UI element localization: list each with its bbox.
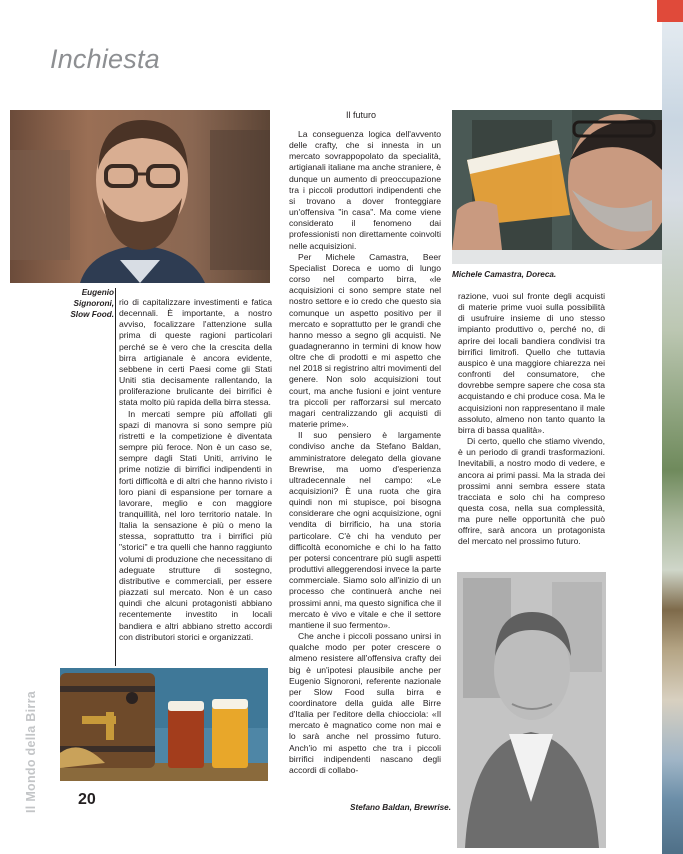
paragraph: Il suo pensiero è largamente condiviso anche da Stefano Baldan, amministratore delegato della giovane Brewrise, ma uomo d'esperienza ultradecennale nel campo: «Le acquisizioni? È una ruota che gira quindi non mi stupisce, poi bisogna considerare che ogni acquisizione, ogni vendita di birrificio, ha una storia particolare. C'è chi ha venduto per difficoltà economiche e chi lo ha fatto per potersi concentrare più sugli aspetti produttivi alleggerendosi invece la parte commerciale. Siamo solo all'inizio di un processo che continuerà anche nei prossimi anni, ma questo significa che il mercato è vivo e vitale e che il settore mantiene il suo fermento». (289, 430, 441, 630)
adjacent-page-strip (662, 0, 683, 854)
article-column-2 (289, 129, 441, 776)
section-title: Inchiesta (50, 44, 160, 74)
paragraph: Che anche i piccoli possano unirsi in qualche modo per poter crescere o almeno resistere all'offensiva crafty dei big è un'ipotesi plausibile anche per Eugenio Signoroni, referente nazionale per Slow Food sulla birra e coordinatore della guida alle Birre d'Italia per l'editore della chiocciola: «Il mercato è magnatico come non mai e lo sarà anche nel prossimo futuro. Anch'io mi aspetto che tra i piccoli birrifici indipendenti nascano degli accordi di collabo- (289, 631, 441, 775)
portrait-image (457, 572, 606, 848)
drinking-beer-image (452, 110, 662, 264)
signoroni-caption: Eugenio Signoroni, Slow Food. (70, 288, 114, 319)
paragraph: La conseguenza logica dell'avvento delle crafty, che si innesta in un mercato sovrappopolato da specialità, artigianali italiane ma anche straniere, è dunque un aumento di preoccupazione tra i piccoli produttori indipendenti che si trovano a dover fronteggiare un'offensiva "in casa". Ma come viene considerato il fenomeno dai professionisti non direttamente coinvolti nelle acquisizioni. (289, 129, 441, 251)
corner-fold (657, 0, 683, 22)
column-rule (115, 288, 116, 666)
paragraph: razione, vuoi sul fronte degli acquisti di materie prime vuoi sulla possibilità di usufruire insieme di uno stesso impianto produttivo o, perché no, di aprire dei locali bandiera condivisi tra birrifici limitrofi. Quello che tuttavia auspico è una maggiore chiarezza nei confronti del consumatore, che dovrebbe sempre sapere che cosa sta acquistando e chi produce cosa. Ma le acquisizioni non rappresentano il male assoluto, almeno non tanto quanto la birra di bassa qualità». (458, 291, 605, 435)
paragraph: Di certo, quello che stiamo vivendo, è un periodo di grandi trasformazioni. Inevitabili, a nostro modo di vedere, e ancora ai primi passi. Ma la strada dei prossimi anni sembra essere stata tracciata e solo chi ha compreso questa cosa, nella sua complessità, ma pure nelle opportunità che può offrire, sarà ancora un protagonista del mercato nel prossimo futuro. (458, 436, 605, 547)
article-column-1 (119, 297, 272, 643)
magazine-title: Il Mondo della Birra (24, 691, 38, 813)
beer-barrel-photo (60, 668, 268, 781)
camastra-caption: Michele Camastra, Doreca. (452, 270, 557, 279)
beer-glasses-image (60, 668, 268, 781)
signoroni-photo (10, 110, 270, 283)
camastra-photo (452, 110, 662, 264)
paragraph: Per Michele Camastra, Beer Specialist Doreca e uomo di lungo corso nel comparto birra, «le acquisizioni ci sono sempre state nel nostro settore e io credo che questo sia comunque un aspetto positivo per il mercato e soprattutto per le grandi che hanno messo a segno gli acquisti. Ne guadagneranno in termini di know how oltre che di prodotti e mi aspetto che nel 2018 si registrino altri movimenti del genere. Non solo acquisizioni tout court, ma anche fusioni e joint venture tra piccoli per rafforzarsi sul mercato magari centralizzando gli acquisti di materie prime». (289, 251, 441, 430)
baldan-caption: Stefano Baldan, Brewrise. (350, 803, 452, 812)
paragraph: In mercati sempre più affollati gli spazi di manovra si sono sempre più ristretti e la competizione è diventata sempre più feroce. Non è un caso se, sempre dagli Stati Uniti, arrivino le prime notizie di birrifici indipendenti in forti difficoltà e di altri che hanno rivisto i loro piani di espansione per tornare a lavorare, meglio e con maggiore tranquillità, nel loro territorio natale. In Italia la sensazione è più o meno la stessa, soprattutto tra i birrifici più "storici" e tra quelli che hanno raggiunto volumi di produzione che necessitano di adeguate strutture di sostegno, distributive e commerciali, per essere piazzati sul mercato. Non è un caso quindi che alcuni protagonisti abbiano recentemente investito in locali bandiera e altri abbiano stretto accordi con distributori storici e organizzati. (119, 408, 272, 642)
baldan-photo (457, 572, 606, 848)
paragraph: rio di capitalizzare investimenti e fatica decennali. È importante, a nostro avviso, focalizzare l'attenzione sulla prima di queste ragioni particolari perché se è vero che la crescita della birra artigianale è ancora evidente, sebbene in certi Paesi come gli Stati Uniti stia decisamente rallentando, la proliferazione brulicante dei birrifici è stata molto più rapida della birra stessa. (119, 297, 272, 408)
section-subhead: Il futuro (346, 110, 377, 120)
page-number: 20 (78, 791, 96, 808)
portrait-image (10, 110, 270, 283)
article-column-3 (458, 291, 605, 548)
